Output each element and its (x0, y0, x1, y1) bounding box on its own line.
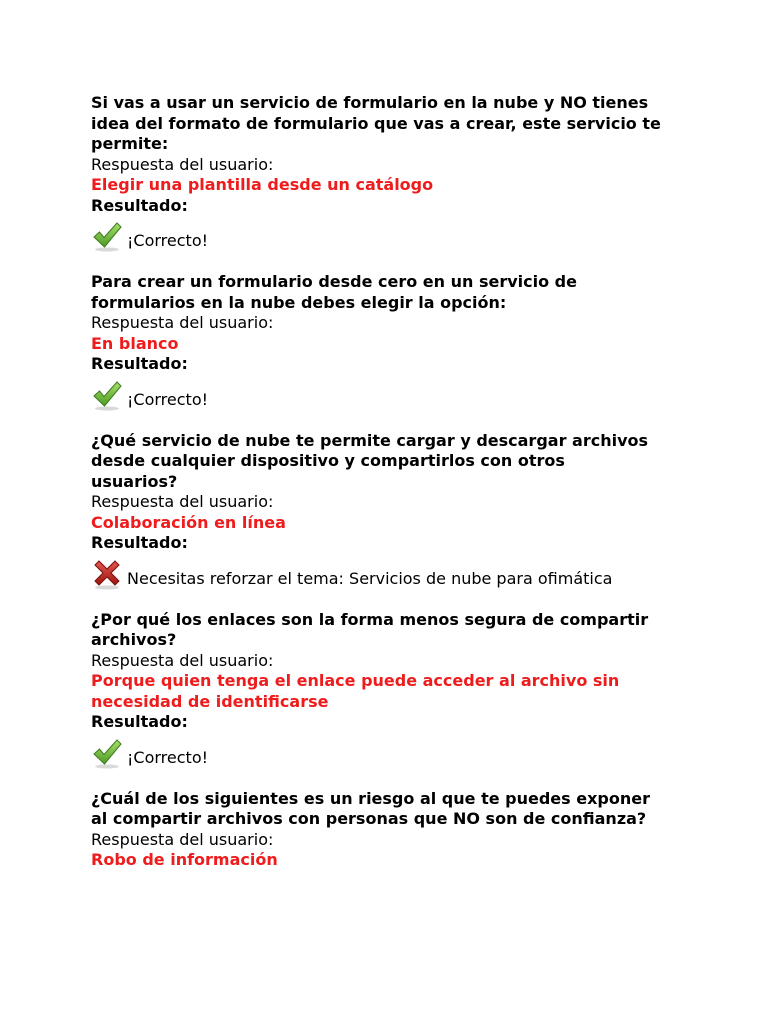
result-text: ¡Correcto! (127, 389, 209, 409)
user-answer-label: Respuesta del usuario: (91, 313, 274, 332)
cross-icon (91, 558, 123, 590)
result-label: Resultado: (91, 533, 188, 552)
result-text: Necesitas reforzar el tema: Servicios de nube para ofimática (127, 568, 613, 588)
result-row (91, 556, 651, 590)
user-answer: Robo de información (91, 850, 278, 869)
result-label: Resultado: (91, 354, 188, 373)
question-block (91, 431, 651, 590)
question-block (91, 789, 666, 871)
question-text: Para crear un formulario desde cero en un servicio de formularios en la nube debes elegir la opción: (91, 272, 577, 312)
question-text: Si vas a usar un servicio de formulario en la nube y NO tienes idea del formato de formulario que vas a crear, este servicio te permite: (91, 93, 661, 153)
question-block (91, 272, 621, 411)
question-text: ¿Qué servicio de nube te permite cargar y descargar archivos desde cualquier dispositivo y compartirlos con otros usuarios? (91, 430, 649, 491)
result-text: ¡Correcto! (127, 231, 209, 250)
result-label: Resultado: (91, 712, 188, 731)
result-text: ¡Correcto! (127, 747, 209, 767)
user-answer-label: Respuesta del usuario: (91, 829, 274, 849)
result-row (91, 218, 661, 252)
question-text: ¿Por qué los enlaces son la forma menos segura de compartir archivos? (91, 609, 649, 649)
check-icon (91, 220, 123, 252)
result-row (91, 377, 621, 411)
question-block (91, 610, 661, 769)
check-icon (91, 379, 123, 411)
user-answer: Porque quien tenga el enlace puede acceder al archivo sin necesidad de identificarse (91, 671, 620, 711)
user-answer-label: Respuesta del usuario: (91, 154, 274, 174)
user-answer: Elegir una plantilla desde un catálogo (91, 175, 434, 194)
quiz-results (91, 93, 711, 871)
user-answer: Colaboración en línea (91, 512, 286, 532)
check-icon (91, 737, 123, 769)
question-block (91, 93, 661, 252)
question-text: ¿Cuál de los siguientes es un riesgo al que te puedes exponer al compartir archivos con personas que NO son de confianza? (91, 788, 650, 828)
result-row (91, 735, 661, 769)
result-label: Resultado: (91, 195, 188, 215)
user-answer-label: Respuesta del usuario: (91, 650, 274, 670)
user-answer-label: Respuesta del usuario: (91, 492, 274, 511)
user-answer: En blanco (91, 333, 179, 353)
